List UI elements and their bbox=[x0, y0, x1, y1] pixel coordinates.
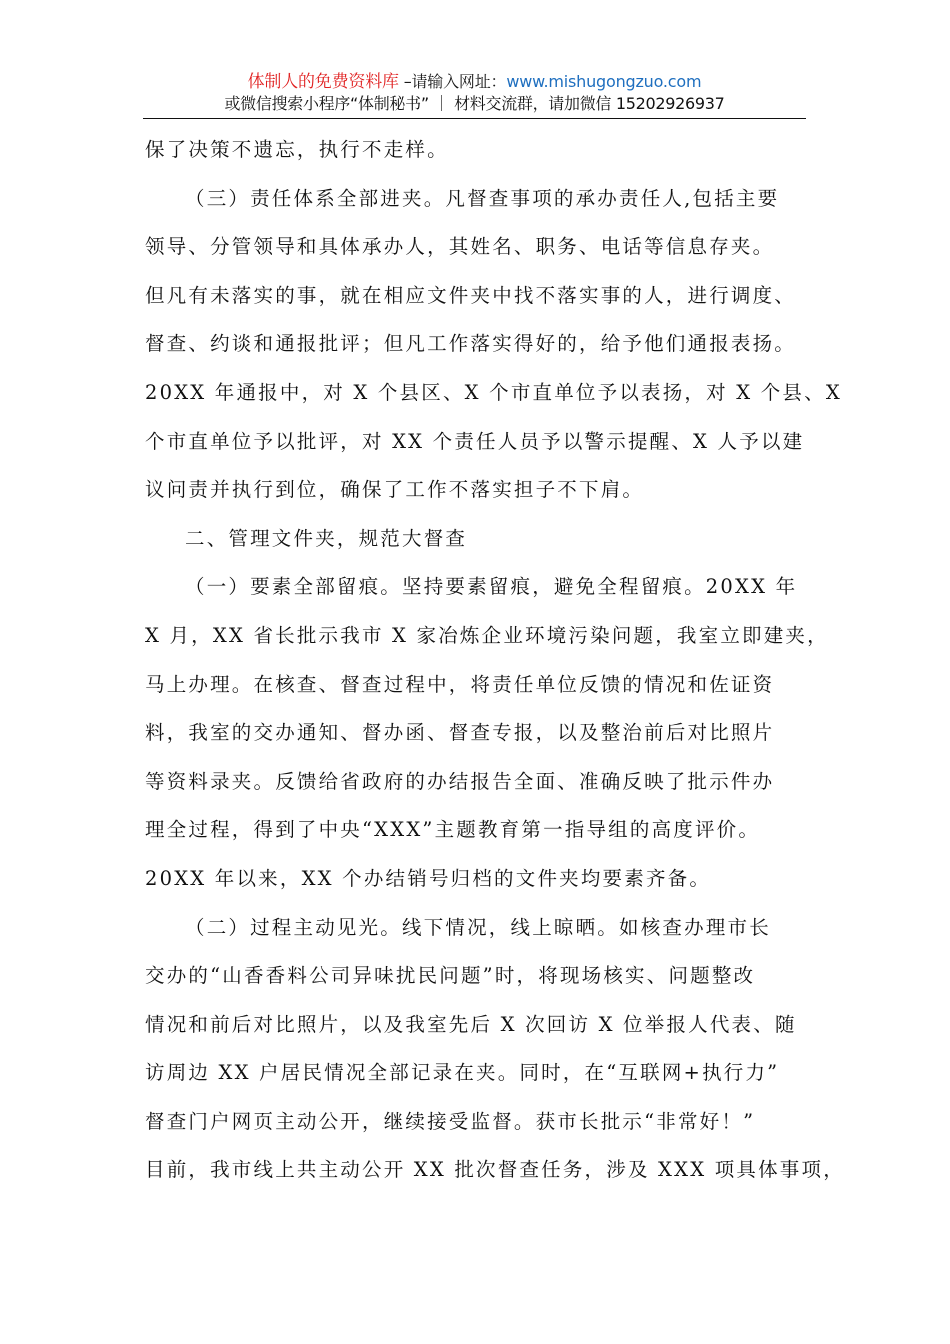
section-heading: 二、管理文件夹，规范大督查 bbox=[185, 526, 468, 550]
body-line: 督查、约谈和通报批评；但凡工作落实得好的，给予他们通报表扬。 bbox=[145, 332, 797, 356]
body-line: 督查门户网页主动公开，继续接受监督。获市长批示“非常好！” bbox=[145, 1109, 756, 1133]
body-line: 情况和前后对比照片，以及我室先后 X 次回访 X 位举报人代表、随 bbox=[145, 1012, 797, 1036]
body-line: 保了决策不遗忘，执行不走样。 bbox=[145, 138, 449, 161]
body-line: 目前，我市线上共主动公开 XX 批次督查任务，涉及 XXX 项具体事项， bbox=[145, 1158, 845, 1182]
website-link[interactable]: www.mishugongzuo.com bbox=[506, 72, 702, 91]
page-header bbox=[143, 70, 806, 119]
body-line: 个市直单位予以批评，对 XX 个责任人员予以警示提醒、X 人予以建 bbox=[145, 429, 805, 453]
body-line: 料，我室的交办通知、督办函、督查专报，以及整治前后对比照片 bbox=[145, 721, 775, 745]
body-line: （三）责任体系全部进夹。凡督查事项的承办责任人,包括主要 bbox=[185, 186, 780, 210]
body-line: X 月，XX 省长批示我市 X 家冶炼企业环境污染问题，我室立即建夹， bbox=[145, 623, 829, 647]
body-line: 理全过程，得到了中央“XXX”主题教育第一指导组的高度评价。 bbox=[145, 818, 761, 842]
header-line-2: 或微信搜索小程序“体制秘书” ｜ 材料交流群，请加微信 15202926937 bbox=[224, 94, 725, 113]
body-line: 交办的“山香香料公司异味扰民问题”时，将现场核实、问题整改 bbox=[145, 964, 756, 988]
body-line: 但凡有未落实的事，就在相应文件夹中找不落实事的人，进行调度、 bbox=[145, 283, 797, 307]
body-line: 领导、分管领导和具体承办人，其姓名、职务、电话等信息存夹。 bbox=[145, 235, 775, 259]
body-line: 访周边 XX 户居民情况全部记录在夹。同时，在“互联网+执行力” bbox=[145, 1061, 780, 1085]
body-line: 马上办理。在核查、督查过程中，将责任单位反馈的情况和佐证资 bbox=[145, 672, 775, 696]
body-line: 20XX 年以来，XX 个办结销号归档的文件夹均要素齐备。 bbox=[145, 866, 712, 890]
body-line: 20XX 年通报中，对 X 个县区、X 个市直单位予以表扬，对 X 个县、X bbox=[145, 380, 842, 404]
body-line: 等资料录夹。反馈给省政府的办结报告全面、准确反映了批示件办 bbox=[145, 769, 775, 793]
body-line: （二）过程主动见光。线下情况，线上晾晒。如核查办理市长 bbox=[185, 915, 771, 939]
document-body bbox=[145, 130, 845, 1199]
url-prompt: –请输入网址： bbox=[398, 72, 507, 91]
body-line: 议问责并执行到位，确保了工作不落实担子不下肩。 bbox=[145, 478, 645, 502]
body-line: （一）要素全部留痕。坚持要素留痕，避免全程留痕。20XX 年 bbox=[185, 575, 798, 599]
header-line-1 bbox=[143, 72, 806, 92]
brand-title: 体制人的免费资料库 bbox=[247, 72, 399, 92]
